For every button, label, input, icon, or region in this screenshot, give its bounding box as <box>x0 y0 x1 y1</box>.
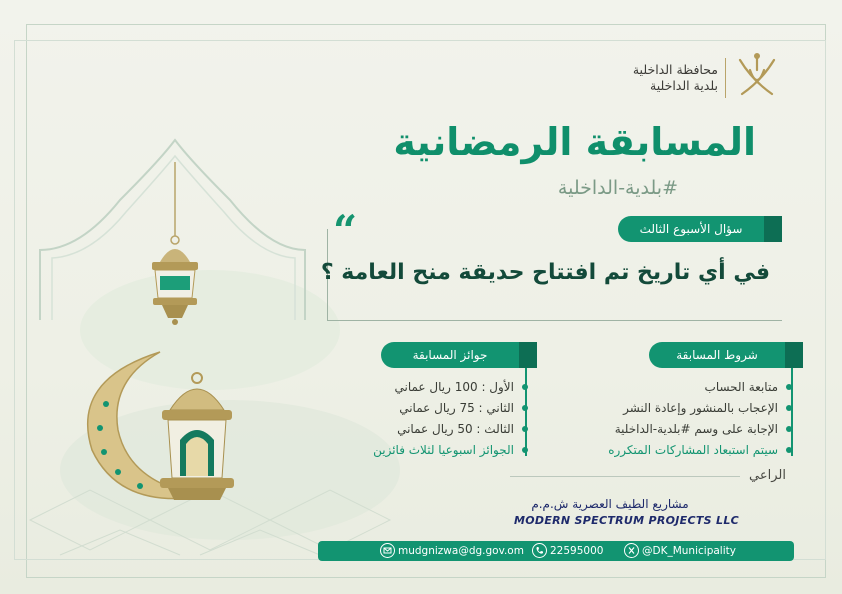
contact-bar <box>318 541 794 561</box>
municipality-name: بلدية الداخلية <box>650 78 718 93</box>
list-item: الإعجاب بالمنشور وإعادة النشر <box>608 398 792 419</box>
prizes-note: الجوائز اسبوعيا لثلاث فائزين <box>373 440 528 461</box>
list-item: الثالث : 50 ريال عماني <box>373 419 528 440</box>
question-label-tab <box>764 216 782 242</box>
hashtag: #بلدية-الداخلية <box>557 177 678 199</box>
sponsor-label: الراعي <box>749 468 786 483</box>
email-contact[interactable] <box>380 541 524 561</box>
sponsor-name-english: MODERN SPECTRUM PROJECTS LLC <box>514 514 740 527</box>
x-icon <box>624 543 639 558</box>
phone-contact[interactable] <box>532 541 603 561</box>
list-item: الإجابة على وسم #بلدية-الداخلية <box>608 419 792 440</box>
social-contact[interactable] <box>624 541 736 561</box>
logo-divider <box>725 58 726 98</box>
question-label: سؤال الأسبوع الثالث <box>618 216 764 242</box>
conditions-label: شروط المسابقة <box>649 342 785 368</box>
standing-lantern <box>160 373 234 500</box>
question-text: في أي تاريخ تم افتتاح حديقة منح العامة ؟ <box>320 260 770 285</box>
hanging-lantern <box>152 162 198 325</box>
mail-icon <box>380 543 395 558</box>
conditions-note: سيتم استبعاد المشاركات المتكرره <box>608 440 792 461</box>
list-item: الثاني : 75 ريال عماني <box>373 398 528 419</box>
email-text: mudgnizwa@dg.gov.om <box>398 545 524 557</box>
phone-icon <box>532 543 547 558</box>
khanjar-emblem-icon <box>732 50 782 102</box>
sponsor-divider <box>510 476 740 477</box>
list-item: متابعة الحساب <box>608 377 792 398</box>
social-text: @DK_Municipality <box>642 545 736 557</box>
conditions-label-tab <box>785 342 803 368</box>
prizes-label: جوائز المسابقة <box>381 342 519 368</box>
prizes-list <box>373 377 528 461</box>
sponsor-name-arabic: مشاريع الطيف العصرية ش.م.م <box>531 497 689 511</box>
quote-icon: “ <box>333 206 358 255</box>
phone-text: 22595000 <box>550 545 604 557</box>
conditions-list <box>608 377 792 461</box>
prizes-label-tab <box>519 342 537 368</box>
page-title: المسابقة الرمضانية <box>393 120 756 164</box>
list-item: الأول : 100 ريال عماني <box>373 377 528 398</box>
governorate-name: محافظة الداخلية <box>632 62 718 77</box>
